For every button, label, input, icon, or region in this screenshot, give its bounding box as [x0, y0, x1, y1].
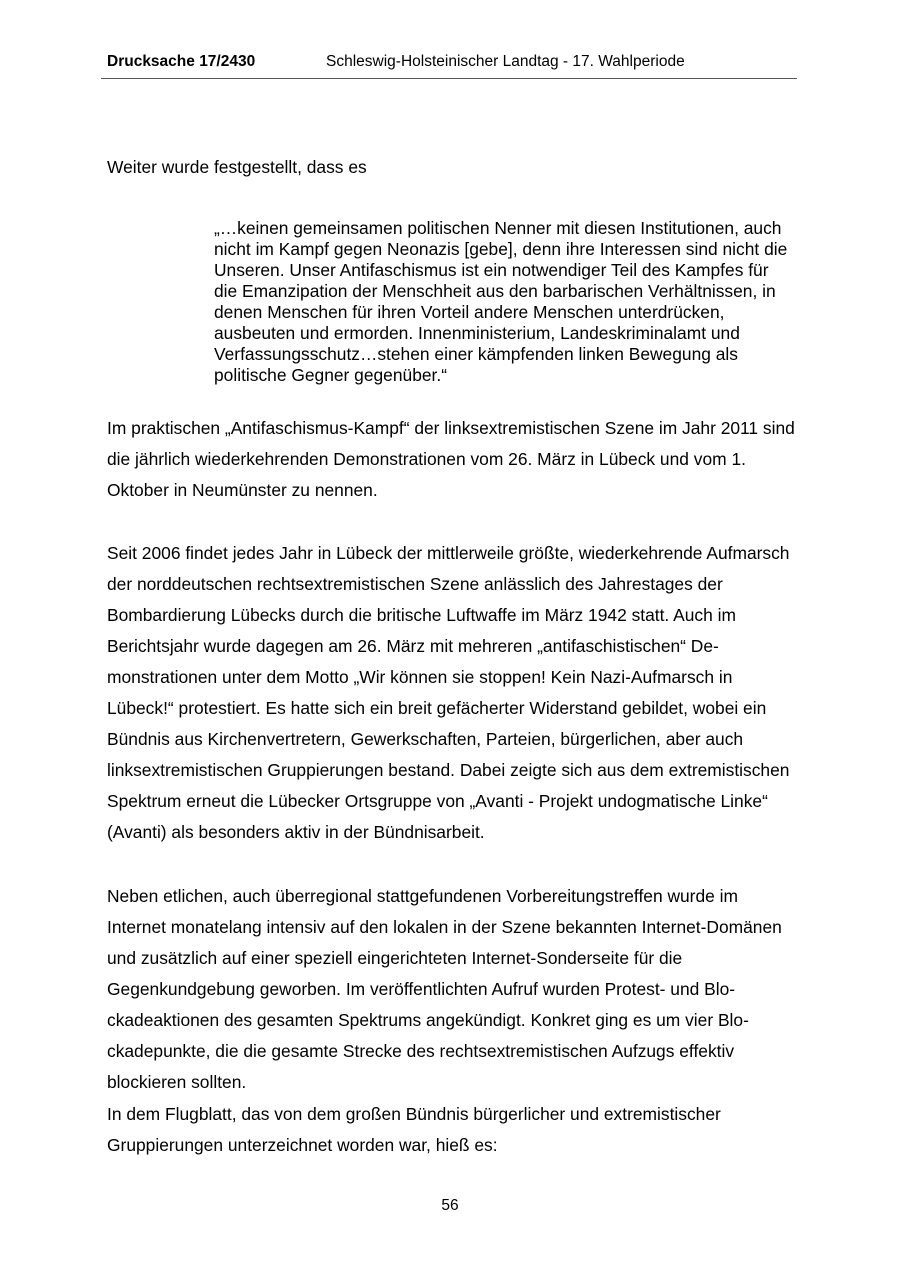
page-number: 56	[441, 1197, 459, 1214]
page-header	[101, 52, 797, 79]
parliament-title: Schleswig-Holsteinischer Landtag - 17. Wahlperiode	[326, 53, 685, 70]
paragraph-flyer: In dem Flugblatt, das von dem großen Bündnis bürgerlicher und extremistischer Gruppierungen unterzeichnet worden war, hieß es:	[107, 1104, 721, 1155]
paragraph-preparation: Neben etlichen, auch überregional stattgefundenen Vorbereitungstreffen wurde im Internet monatelang intensiv auf den lokalen in der Szene bekannten Internet-Domänen und zusätzlich auf einer speziell eingerichteten Internet-Sonderseite für die Gegenkundgebung geworben. Im veröffentlichten Aufruf wurden Protest- und Blockadeaktionen des gesamten Spektrums angekündigt. Konkret ging es um vier Blockadepunkte, die die gesamte Strecke des rechtsextremistischen Aufzugs effektiv blockieren sollten.	[107, 886, 782, 1092]
paragraph-luebeck-march: Seit 2006 findet jedes Jahr in Lübeck der mittlerweile größte, wiederkehrende Aufmarsch der norddeutschen rechtsextremistischen Szene anlässlich des Jahrestages der Bombardierung Lübecks durch die britische Luftwaffe im März 1942 statt. Auch im Berichtsjahr wurde dagegen am 26. März mit mehreren „antifaschistischen“ Demonstrationen unter dem Motto „Wir können sie stoppen! Kein Nazi-Aufmarsch in Lübeck!“ protestiert. Es hatte sich ein breit gefächerter Widerstand gebildet, wobei ein Bündnis aus Kirchenvertretern, Gewerkschaften, Parteien, bürgerlichen, aber auch linksextremistischen Gruppierungen bestand. Dabei zeigte sich aus dem extremistischen Spektrum erneut die Lübecker Ortsgruppe von „Avanti - Projekt undogmatische Linke“ (Avanti) als besonders aktiv in der Bündnisarbeit.	[107, 543, 790, 842]
document-number: Drucksache 17/2430	[107, 53, 256, 70]
paragraph-antifa-demonstrations: Im praktischen „Antifaschismus-Kampf“ der linksextremistischen Szene im Jahr 2011 sind die jährlich wiederkehrenden Demonstrationen vom 26. März in Lübeck und vom 1. Oktober in Neumünster zu nennen.	[107, 418, 795, 500]
intro-paragraph: Weiter wurde festgestellt, dass es	[107, 157, 367, 177]
block-quote: „…keinen gemeinsamen politischen Nenner mit diesen Institutionen, auch nicht im Kampf gegen Neonazis [gebe], denn ihre Interessen sind nicht die Unseren. Unser Antifaschismus ist ein notwendiger Teil des Kampfes für die Emanzipation der Menschheit aus den barbarischen Verhältnissen, in denen Menschen für ihren Vorteil andere Menschen unterdrücken, ausbeuten und ermorden. Innenministerium, Landeskriminalamt und Verfassungsschutz…stehen einer kämpfenden linken Bewegung als politische Gegner gegenüber.“	[214, 218, 788, 385]
